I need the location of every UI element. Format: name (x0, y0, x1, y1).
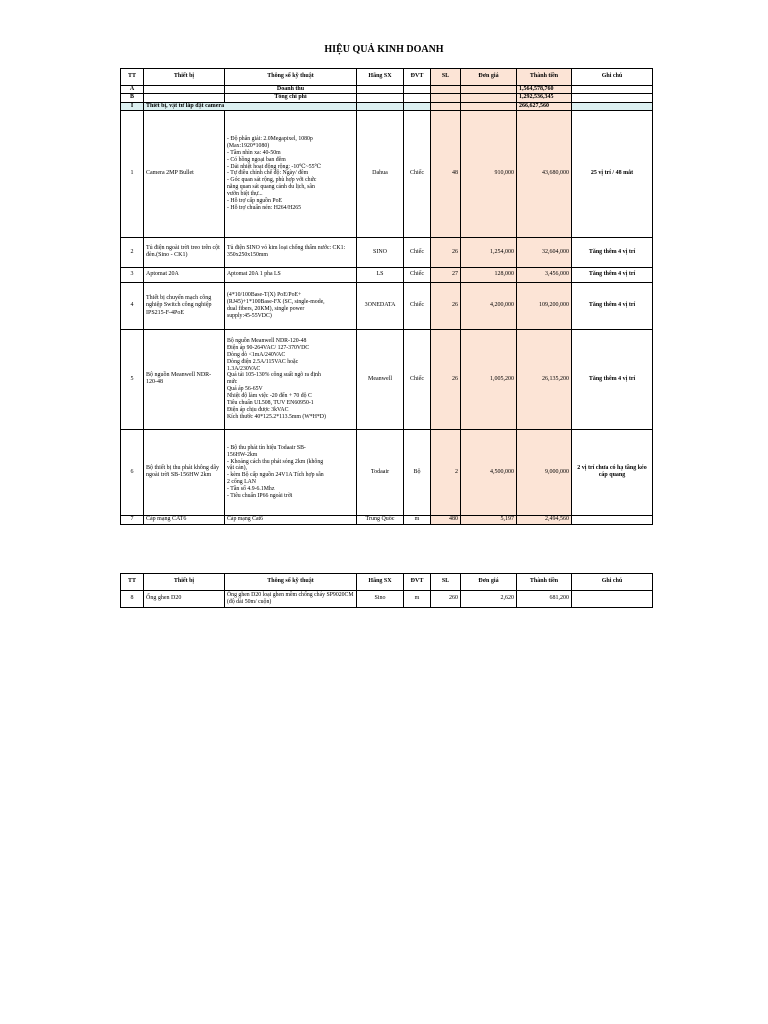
cell-tt: 2 (121, 237, 144, 267)
cell-tt: 8 (121, 591, 144, 608)
cell-note (572, 591, 653, 608)
cell-note (572, 515, 653, 524)
header-unit: ĐVT (404, 574, 431, 591)
table-row (121, 329, 653, 429)
cell-note: Tăng thêm 4 vị trí (572, 282, 653, 329)
header-maker: Hãng SX (357, 574, 404, 591)
cell-maker: Todaair (357, 429, 404, 515)
cell-price: 2,620 (461, 591, 517, 608)
cell-specs: - Bộ thu phát tín hiệu Todaair SB- 156HW-2km - Khoảng cách thu phát sóng 2km (không vật cản), - kèm Bộ cấp nguồn 24V1A Tích hợp sẵn 2 cổng LAN - Tần số 4.9-6.1Mhz - Tiêu chuẩn IP66 ngoài trời (225, 429, 357, 515)
cell-qty: 27 (431, 267, 461, 282)
table-row (121, 110, 653, 237)
cell-price: 128,000 (461, 267, 517, 282)
cell-unit: Chiếc (404, 237, 431, 267)
cell-price: 1,005,200 (461, 329, 517, 429)
header-device: Thiết bị (144, 69, 225, 86)
cell-note: Tăng thêm 4 vị trí (572, 329, 653, 429)
cell-maker: Sino (357, 591, 404, 608)
cell-device: Ống ghen D20 (144, 591, 225, 608)
cell-device: Tủ điện ngoài trời treo trên cột đèn.(Sino - CK1) (144, 237, 225, 267)
header-row (121, 69, 653, 86)
section-code: I (121, 102, 144, 110)
cell-tt: 1 (121, 110, 144, 237)
summary-total: 1,292,536,345 (517, 94, 572, 102)
cell-unit: Chiếc (404, 110, 431, 237)
cell-price: 910,000 (461, 110, 517, 237)
cell-tt: 4 (121, 282, 144, 329)
cell-total: 3,456,000 (517, 267, 572, 282)
cell-note: 2 vị trí chưa có hạ tầng kéo cáp quang (572, 429, 653, 515)
cell-qty: 48 (431, 110, 461, 237)
cell-qty: 26 (431, 282, 461, 329)
cell-tt: 6 (121, 429, 144, 515)
cell-unit: Chiếc (404, 282, 431, 329)
page-title: HIỆU QUẢ KINH DOANH (324, 44, 444, 55)
cell-total: 9,000,000 (517, 429, 572, 515)
cell-price: 4,500,000 (461, 429, 517, 515)
cell-specs: Bộ nguồn Meanwell NDR-120-48 Điện áp 90-264VAC/ 127-370VDC Dòng dò <1mA/240VAC Dòng điện 2.5A/115VAC hoặc 1.3A/230VAC Quá tải 105-130% công suất ngõ ra định mức Quá áp 56-65V Nhiệt độ làm việc -20 đến + 70 độ C Tiêu chuẩn UL508, TUV EN60950-1 Điện áp chịu được 3kVAC Kích thước 40*125.2*113.5mm (W*H*D) (225, 329, 357, 429)
header-qty: SL (431, 69, 461, 86)
cell-total: 109,200,000 (517, 282, 572, 329)
summary-label: Doanh thu (225, 86, 357, 94)
cell-maker: LS (357, 267, 404, 282)
cell-price: 1,254,000 (461, 237, 517, 267)
header-unit: ĐVT (404, 69, 431, 86)
table-row (121, 591, 653, 608)
cell-unit: m (404, 515, 431, 524)
summary-row-cost (121, 94, 653, 102)
header-tt: TT (121, 574, 144, 591)
cell-maker: 3ONEDATA (357, 282, 404, 329)
cell-specs: - Độ phân giải: 2.0Megapixel, 1080p (Max:1920*1080) - Tầm nhìn xa: 40-50m - Có hồng ngoại ban đêm - Dải nhiệt hoạt động rộng: -10℃~55℃ - Tự điều chỉnh chế độ: Ngày/ đêm - Góc quan sát rộng, phù hợp với chức năng quan sát quang cảnh du lịch, sân vườn biệt thự... - Hỗ trợ cấp nguồn PoE - Hỗ trợ chuẩn nén: H264/H265 (225, 110, 357, 237)
cell-device: Bộ thiết bị thu phát không dây ngoài trời SB-156HW 2km (144, 429, 225, 515)
business-table (120, 68, 653, 525)
header-note: Ghi chú (572, 69, 653, 86)
header-tt: TT (121, 69, 144, 86)
cell-note: 25 vị trí / 48 mắt (572, 110, 653, 237)
cell-total: 32,604,000 (517, 237, 572, 267)
cell-note: Tăng thêm 4 vị trí (572, 267, 653, 282)
section-total: 266,627,560 (517, 102, 572, 110)
cell-qty: 260 (431, 591, 461, 608)
cell-device: Bộ nguồn Meanwell NDR-120-48 (144, 329, 225, 429)
cell-qty: 2 (431, 429, 461, 515)
section-label: Thiết bị, vật tư lắp đặt camera (144, 102, 357, 110)
summary-code: B (121, 94, 144, 102)
summary-total: 1,564,578,760 (517, 86, 572, 94)
cell-unit: Bộ (404, 429, 431, 515)
header-qty: SL (431, 574, 461, 591)
table-row (121, 237, 653, 267)
cell-specs: Ống ghen D20 loại ghen mềm chống cháy SP9020CM (độ dài 50m/ cuộn) (225, 591, 357, 608)
header-specs: Thông số kỹ thuật (225, 69, 357, 86)
table-row (121, 515, 653, 524)
cell-note: Tăng thêm 4 vị trí (572, 237, 653, 267)
cell-total: 26,135,200 (517, 329, 572, 429)
cell-unit: Chiếc (404, 267, 431, 282)
cell-price: 5,197 (461, 515, 517, 524)
table-row (121, 429, 653, 515)
cell-specs: Cáp mạng Cat6 (225, 515, 357, 524)
cell-specs: (4*10/100Base-T(X) PoE/PoE+ (RJ45)+1*100Base-FX (SC, single-mode, dual fibers, 20KM), single power supply:45-55VDC) (225, 282, 357, 329)
cell-tt: 7 (121, 515, 144, 524)
header-specs: Thông số kỹ thuật (225, 574, 357, 591)
header-price: Đơn giá (461, 574, 517, 591)
cell-specs: Tủ điện SINO vỏ kim loại chống thấm nước: CK1: 350x250x150mm (225, 237, 357, 267)
supplementary-table (120, 573, 653, 608)
cell-price: 4,200,000 (461, 282, 517, 329)
cell-total: 681,200 (517, 591, 572, 608)
cell-maker: Meanwell (357, 329, 404, 429)
summary-row-revenue (121, 86, 653, 94)
header-maker: Hãng SX (357, 69, 404, 86)
header-total: Thành tiền (517, 574, 572, 591)
cell-device: Cáp mạng CAT6 (144, 515, 225, 524)
header-row (121, 574, 653, 591)
header-device: Thiết bị (144, 574, 225, 591)
summary-label: Tổng chi phí (225, 94, 357, 102)
cell-specs: Aptomat 20A 1 pha LS (225, 267, 357, 282)
cell-unit: m (404, 591, 431, 608)
cell-qty: 26 (431, 237, 461, 267)
cell-maker: SINO (357, 237, 404, 267)
header-note: Ghi chú (572, 574, 653, 591)
cell-tt: 5 (121, 329, 144, 429)
cell-tt: 3 (121, 267, 144, 282)
section-row-camera (121, 102, 653, 110)
cell-qty: 26 (431, 329, 461, 429)
cell-total: 43,680,000 (517, 110, 572, 237)
cell-device: Camera 2MP Bullet (144, 110, 225, 237)
header-price: Đơn giá (461, 69, 517, 86)
cell-total: 2,494,560 (517, 515, 572, 524)
cell-maker: Dahua (357, 110, 404, 237)
cell-maker: Trung Quốc (357, 515, 404, 524)
table-row (121, 282, 653, 329)
cell-device: Aptomat 20A (144, 267, 225, 282)
summary-code: A (121, 86, 144, 94)
cell-device: Thiết bị chuyển mạch công nghiệp Switch công nghiệp IPS215-F-4PoE (144, 282, 225, 329)
table-row (121, 267, 653, 282)
cell-qty: 480 (431, 515, 461, 524)
header-total: Thành tiền (517, 69, 572, 86)
cell-unit: Chiếc (404, 329, 431, 429)
